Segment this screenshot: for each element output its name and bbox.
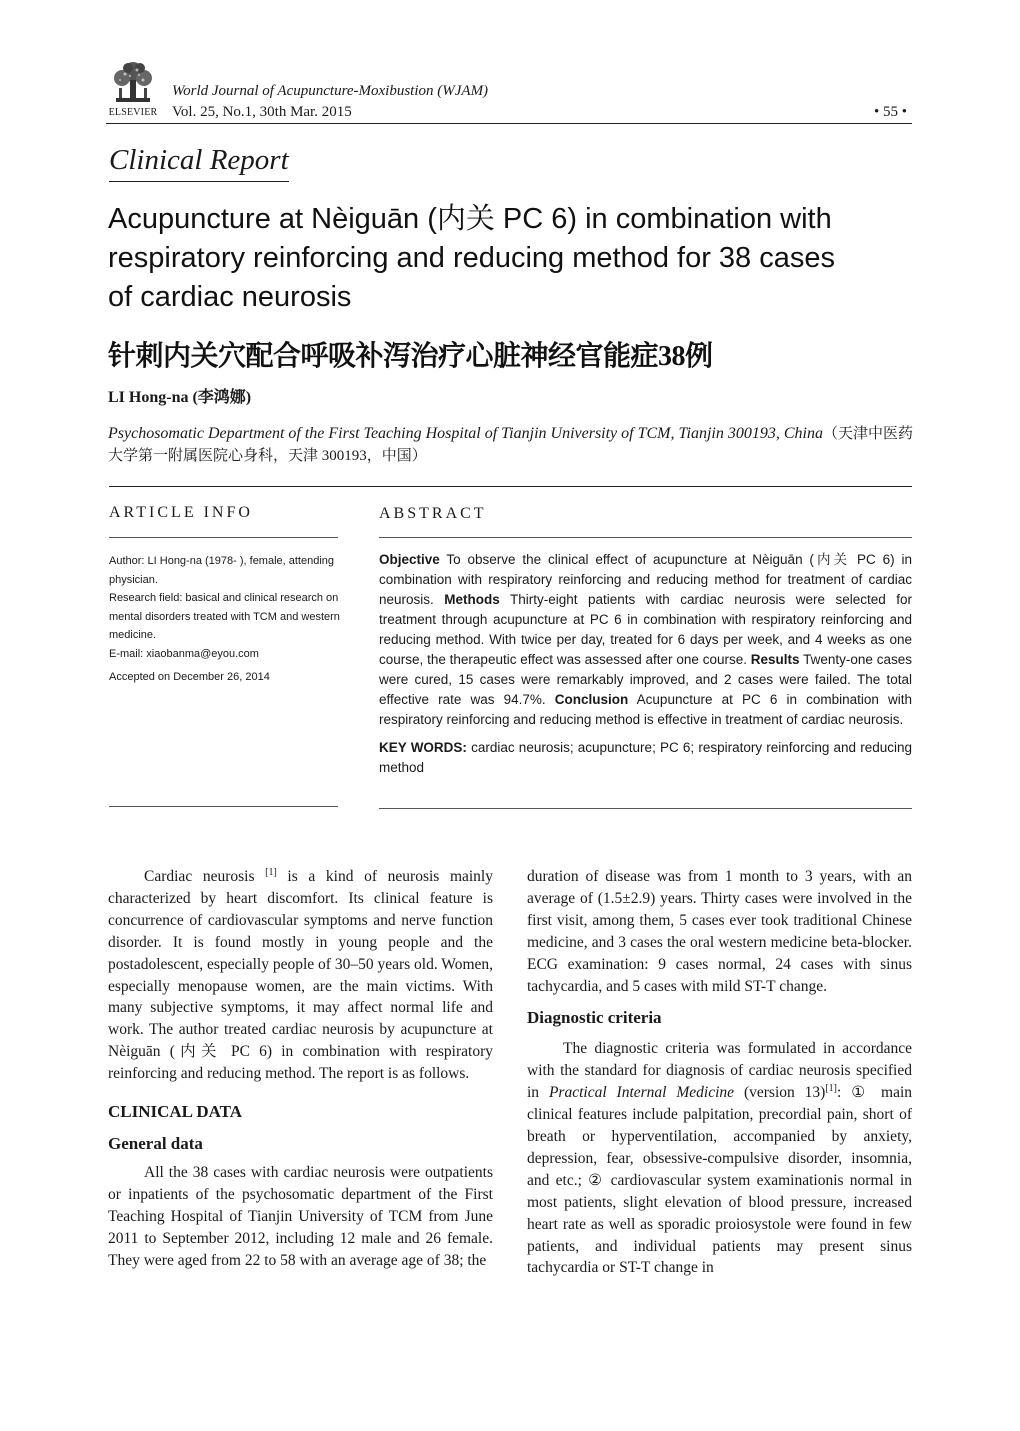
diag-book-title: Practical Internal Medicine <box>548 1084 735 1102</box>
front-matter-divider <box>109 486 912 487</box>
article-info-rule-top <box>109 537 338 538</box>
methods-text: Thirty-eight patients with cardiac neurosis were selected for treatment through acupuncture at PC 6 in combination with respiratory reinforcing and reducing method. With twice per day, treated for 6 days per week, and 4 weeks as one course, the therapeutic effect was assessed after one course. <box>379 592 913 667</box>
abstract-heading: ABSTRACT <box>379 505 487 522</box>
keywords <box>379 738 912 778</box>
info-email: E-mail: xiaobanma@eyou.com <box>109 647 259 660</box>
abstract-body <box>379 550 912 778</box>
diag-text-b: (version 13) <box>734 1084 826 1102</box>
heading-clinical-data: CLINICAL DATA <box>108 1102 242 1122</box>
publisher-name: ELSEVIER <box>108 107 158 118</box>
intro-text-a: Cardiac neurosis <box>144 868 266 885</box>
article-title: Acupuncture at Nèiguān (内关 PC 6) in combination with respiratory reinforcing and reducing method for 38 cases of cardiac neurosis <box>108 203 835 313</box>
diagnostic-paragraph <box>527 1038 912 1279</box>
article-title-chinese: 针刺内关穴配合呼吸补泻治疗心脏神经官能症38例 <box>108 341 713 372</box>
article-info <box>109 552 341 687</box>
info-research-field: Research field: basical and clinical research on mental disorders treated with TCM and western medicine. <box>109 592 340 641</box>
abstract-text <box>379 550 912 730</box>
info-author: Author: LI Hong-na (1978- ), female, attending physician. <box>109 555 335 586</box>
objective-label: Objective <box>379 552 440 567</box>
page-number: • 55 • <box>873 104 907 120</box>
conclusion-label: Conclusion <box>554 692 629 707</box>
results-text: Twenty-one cases were cured, 15 cases were remarkably improved, and 2 cases were failed. The total effective rate was 94.7%. <box>379 652 912 707</box>
general-data-continued: duration of disease was from 1 month to 3 years, with an average of (1.5±2.9) years. Thirty cases were involved in the first visit, among them, 5 cases ever took traditional Chinese medicine, and 3 cases the oral western medicine beta-blocker. ECG examination: 9 cases normal, 24 cases with sinus tachycardia, and 5 cases with mild ST-T change. <box>527 868 912 995</box>
volume-info: Vol. 25, No.1, 30th Mar. 2015 <box>172 104 352 120</box>
affiliation <box>108 423 914 467</box>
elsevier-logo <box>106 60 160 120</box>
citation-ref: [1] <box>265 866 277 878</box>
info-accepted: Accepted on December 26, 2014 <box>109 671 270 683</box>
tree-icon <box>110 60 156 106</box>
intro-paragraph <box>108 866 493 1085</box>
keywords-text: cardiac neurosis; acupuncture; PC 6; respiratory reinforcing and reducing method <box>379 740 912 775</box>
citation-ref: [1] <box>825 1083 837 1094</box>
abstract-rule-top <box>379 537 912 538</box>
journal-name: World Journal of Acupuncture-Moxibustion (WJAM) <box>172 83 489 99</box>
author-name: LI Hong-na (李鸿娜) <box>108 389 252 406</box>
affiliation-en: Psychosomatic Department of the First Teaching Hospital of Tianjin University of TCM, Tianjin 300193, China <box>108 425 823 442</box>
heading-general-data: General data <box>108 1133 203 1153</box>
body-column-left <box>108 866 493 1271</box>
conclusion-text: Acupuncture at PC 6 in combination with respiratory reinforcing and reducing method is effective in treatment of cardiac neurosis. <box>379 692 912 727</box>
general-data-paragraph: All the 38 cases with cardiac neurosis were outpatients or inpatients of the psychosomatic department of the First Teaching Hospital of Tianjin University of TCM from June 2011 to September 2012, including 12 male and 26 female. They were aged from 22 to 58 with an average age of 38; the <box>108 1163 493 1269</box>
affiliation-cn: （天津中医药大学第一附属医院心身科，天津 300193，中国） <box>108 426 913 464</box>
objective-text: To observe the clinical effect of acupuncture at Nèiguān (内关 PC 6) in combination with respiratory reinforcing and reducing method for treatment of cardiac neurosis. <box>379 552 912 607</box>
article-info-rule-bottom <box>109 806 338 807</box>
intro-text-b: is a kind of neurosis mainly characterized by heart discomfort. Its clinical feature is concurrence of cardiovascular symptoms and nerve function disorder. It is found mostly in young people and the postadolescent, especially people of 30–50 years old. Women, especially menopause women, are the main victims. With many subjective symptoms, it may affect normal life and work. The author treated cardiac neurosis by acupuncture at Nèiguān (内关 PC 6) in combination with respiratory reinforcing and reducing method. The report is as follows. <box>108 868 494 1083</box>
keywords-label: KEY WORDS: <box>379 740 467 755</box>
article-info-heading: ARTICLE INFO <box>109 504 253 521</box>
diag-text-c: : ① main clinical features include palpitation, precordial pain, short of breath or hyperventilation, accompanied by anxiety, depression, fear, obsessive-compulsive disorder, insomnia, and etc.; ② cardiovascular system examinationis normal in most patients, slight elevation of blood pressure, increased heart rate as well as sporadic proiosystole were found in few patients, and individual patients may present sinus tachycardia or ST-T change in <box>527 1084 913 1277</box>
abstract-rule-bottom <box>379 808 912 809</box>
body-column-right <box>527 866 912 1279</box>
header-divider <box>106 123 912 124</box>
section-label: Clinical Report <box>109 144 289 182</box>
diag-text-a: The diagnostic criteria was formulated in accordance with the standard for diagnosis of cardiac neurosis specified in <box>527 1040 912 1102</box>
methods-label: Methods <box>444 592 500 607</box>
heading-diagnostic-criteria: Diagnostic criteria <box>527 1008 662 1028</box>
results-label: Results <box>750 652 800 667</box>
